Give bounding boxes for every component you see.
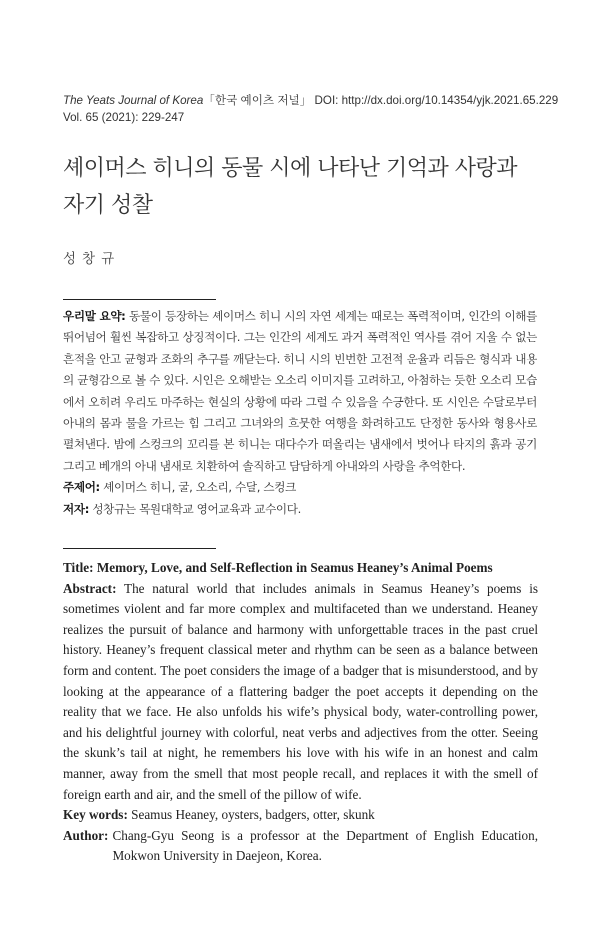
korean-abstract-body [63, 306, 537, 477]
volume-info: Vol. 65 (2021): 229-247 [63, 111, 185, 124]
korean-author-text: 성창규는 목원대학교 영어교육과 교수이다. [89, 501, 301, 516]
title-line-1: 셰이머스 히니의 동물 시에 나타난 기억과 사랑과 [63, 156, 518, 181]
journal-name: The Yeats Journal of Korea [63, 94, 204, 107]
journal-header [63, 92, 563, 126]
divider-top [63, 299, 216, 300]
english-keywords [63, 805, 538, 826]
english-abstract-label: Abstract: [63, 580, 117, 596]
doi-text: DOI: http://dx.doi.org/10.14354/yjk.2021.65.229 [311, 94, 559, 107]
english-keywords-label: Key words: [63, 807, 128, 823]
journal-name-korean: 「한국 예이츠 저널」 [203, 94, 312, 107]
english-abstract-body [63, 579, 538, 806]
article-title [63, 150, 563, 224]
english-title [63, 558, 538, 579]
english-title-label: Title: [63, 560, 94, 575]
korean-keywords [63, 477, 537, 498]
english-title-text: Memory, Love, and Self-Reflection in Seamus Heaney’s Animal Poems [93, 560, 493, 575]
english-author-label: Author: [63, 827, 109, 843]
author-name: 성창규 [63, 251, 121, 267]
korean-abstract [63, 306, 537, 520]
english-author-text: Chang-Gyu Seong is a professor at the Department of English Education, Mokwon University in Daejeon, Korea. [112, 827, 538, 864]
korean-author-label: 저자: [63, 501, 89, 516]
korean-abstract-label: 우리말 요약: [63, 309, 126, 323]
english-author [63, 826, 538, 867]
korean-abstract-text: 동물이 등장하는 셰이머스 히니 시의 자연 세계는 때로는 폭력적이며, 인간의 이해를 뛰어넘어 훨씬 복잡하고 상징적이다. 그는 인간의 세계도 과거 폭력적인 역사를 겪어 지울 수 없는 흔적을 안고 균형과 조화의 추구를 깨닫는다. 히니 시의 빈번한 고전적 운율과 리듬은 형식과 내용의 균형감으로 볼 수 있다. 시인은 오해받는 오소리 이미지를 고려하고, 아첨하는 듯한 오소리 모습에서 오히려 우리도 마주하는 현실의 상황에 따라 그럴 수 있음을 수긍한다. 또 시인은 수달로부터 아내의 몸과 물을 가르는 힘 그리고 그녀와의 흐뭇한 여행을 화려하고도 단정한 동사와 형용사로 펼쳐낸다. 밤에 스컹크의 꼬리를 본 히니는 대다수가 떠올리는 냄새에서 벗어나 타지의 흙과 공기 그리고 베개의 아내 냄새로 치환하여 솔직하고 담담하게 아내와의 사랑을 추억한다. [63, 309, 537, 473]
english-abstract-text: The natural world that includes animals in Seamus Heaney’s poems is sometimes violent and far more complex and multifaceted than we understand. Heaney realizes the pursuit of balance and harmony with unforgettable traces in the past cruel history. Heaney’s frequent classical meter and rhythm can be seen as a balance between form and content. The poet considers the image of a badger that is misunderstood, and by looking at the appearance of a flattering badger the poet accepts it depending on the reality that we face. He also unfolds his wife’s physical body, water-controlling power, and his delightful journey with colorful, neat verbs and adjectives from the otter. Seeing the skunk’s tail at night, he remembers his love with his wife in an honest and calm manner, away from the smell that most people recall, and replaces it with the smell of foreign earth and air, and the smell of the pillow of wife. [63, 580, 538, 802]
korean-keywords-text: 셰이머스 히니, 굴, 오소리, 수달, 스컹크 [99, 480, 296, 495]
title-line-2: 자기 성찰 [63, 193, 153, 218]
english-keywords-text: Seamus Heaney, oysters, badgers, otter, skunk [127, 807, 375, 823]
english-abstract [63, 558, 538, 867]
citation-line [63, 92, 563, 109]
divider-middle [63, 548, 216, 549]
korean-author [63, 499, 537, 520]
korean-keywords-label: 주제어: [63, 480, 100, 495]
